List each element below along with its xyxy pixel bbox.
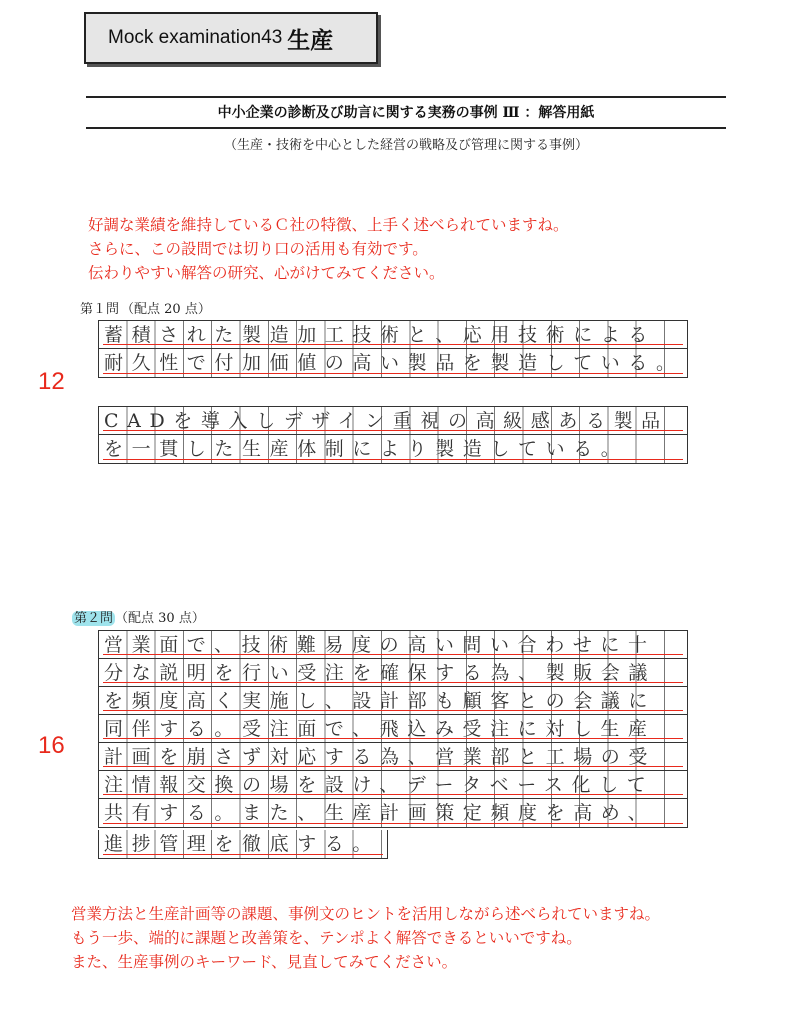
comment-bottom-line: また、生産事例のキーワード、見直してみてください。 (71, 953, 458, 971)
sheet-subtitle: （生産・技術を中心とした経営の戦略及び管理に関する事例） (223, 138, 588, 153)
answer-row (99, 830, 387, 858)
comment-bottom-line: 営業方法と生産計画等の課題、事例文のヒントを活用しながら述べられていますね。 (71, 905, 661, 923)
answer-row (99, 407, 687, 435)
answer-row-text: 分な説明を行い受注を確保する為、製販会議 (104, 662, 657, 684)
red-underline (103, 654, 683, 655)
red-underline (103, 459, 683, 460)
q1-label-points: （配点 20 点） (121, 302, 211, 317)
answer-row (99, 715, 687, 743)
sheet-title: 中小企業の診断及び助言に関する実務の事例 Ⅲ ：解答用紙 (217, 105, 595, 121)
answer-row-text: 計画を崩さず対応する為、営業部と工場の受 (104, 746, 657, 768)
red-underline (103, 710, 683, 711)
answer-row (99, 631, 687, 659)
answer-row-text: 共有する。また、生産計画策定頻度を高め、 (104, 802, 656, 824)
comment-top-line: さらに、この設問では切り口の活用も有効です。 (88, 240, 428, 258)
red-underline (103, 854, 383, 855)
red-underline (103, 738, 683, 739)
answer-row-text: を一貫した生産体制により製造している。 (104, 438, 629, 460)
q2-label (72, 607, 205, 626)
answer-row (99, 321, 687, 349)
red-underline (103, 682, 683, 683)
title-underline-rule (86, 127, 726, 129)
answer-row-text: 進捗管理を徹底する。 (104, 833, 381, 855)
red-underline (103, 344, 683, 345)
red-underline (103, 794, 683, 795)
comment-bottom-line: もう一歩、端的に課題と改善策を、テンポよく解答できるといいですね。 (71, 929, 582, 947)
exam-title-jp: 生産 (287, 27, 334, 54)
exam-title-latin: Mock examination43 (108, 27, 283, 48)
answer-row (99, 349, 687, 377)
red-underline (103, 766, 683, 767)
answer-row-text: を頻度高く実施し、設計部も顧客との会議に (104, 690, 657, 712)
q1-answer-grid-1 (98, 320, 688, 378)
red-underline (103, 430, 683, 431)
q2-label-number: 第２問 (74, 611, 114, 626)
answer-row (99, 659, 687, 687)
answer-row (99, 799, 687, 827)
q1-answer-grid-2 (98, 406, 688, 464)
q2-answer-grid-last (98, 830, 388, 859)
answer-row-text: 注情報交換の場を設け、データベース化して (104, 774, 655, 796)
q2-answer-grid (98, 630, 688, 828)
answer-row (99, 771, 687, 799)
answer-row-text: CADを導入しデザイン重視の高級感ある製品 (104, 410, 669, 432)
answer-row (99, 687, 687, 715)
comment-top-line: 好調な業績を維持しているＣ社の特徴、上手く述べられていますね。 (88, 216, 569, 234)
answer-row (99, 743, 687, 771)
exam-title-box (84, 12, 378, 64)
red-underline (103, 823, 683, 824)
answer-row (99, 435, 687, 463)
q1-label (78, 298, 211, 317)
answer-row-text: 耐久性で付加価値の高い製品を製造している。 (104, 352, 684, 374)
red-underline (103, 373, 683, 374)
q2-label-points: （配点 30 点） (115, 611, 205, 626)
comment-top-line: 伝わりやすい解答の研究、心がけてみてください。 (88, 264, 445, 282)
answer-row-text: 同伴する。受注面で、飛込み受注に対し生産 (104, 718, 656, 740)
comment-bottom (71, 902, 660, 974)
answer-row-text: 蓄積された製造加工技術と、応用技術による (104, 324, 657, 346)
answer-row-text: 営業面で、技術難易度の高い問い合わせに十 (104, 634, 656, 656)
q2-score: 16 (38, 732, 65, 759)
q1-score: 12 (38, 368, 65, 395)
q1-label-number: 第１問 (80, 302, 120, 317)
comment-top (88, 213, 569, 285)
top-rule (86, 96, 726, 98)
